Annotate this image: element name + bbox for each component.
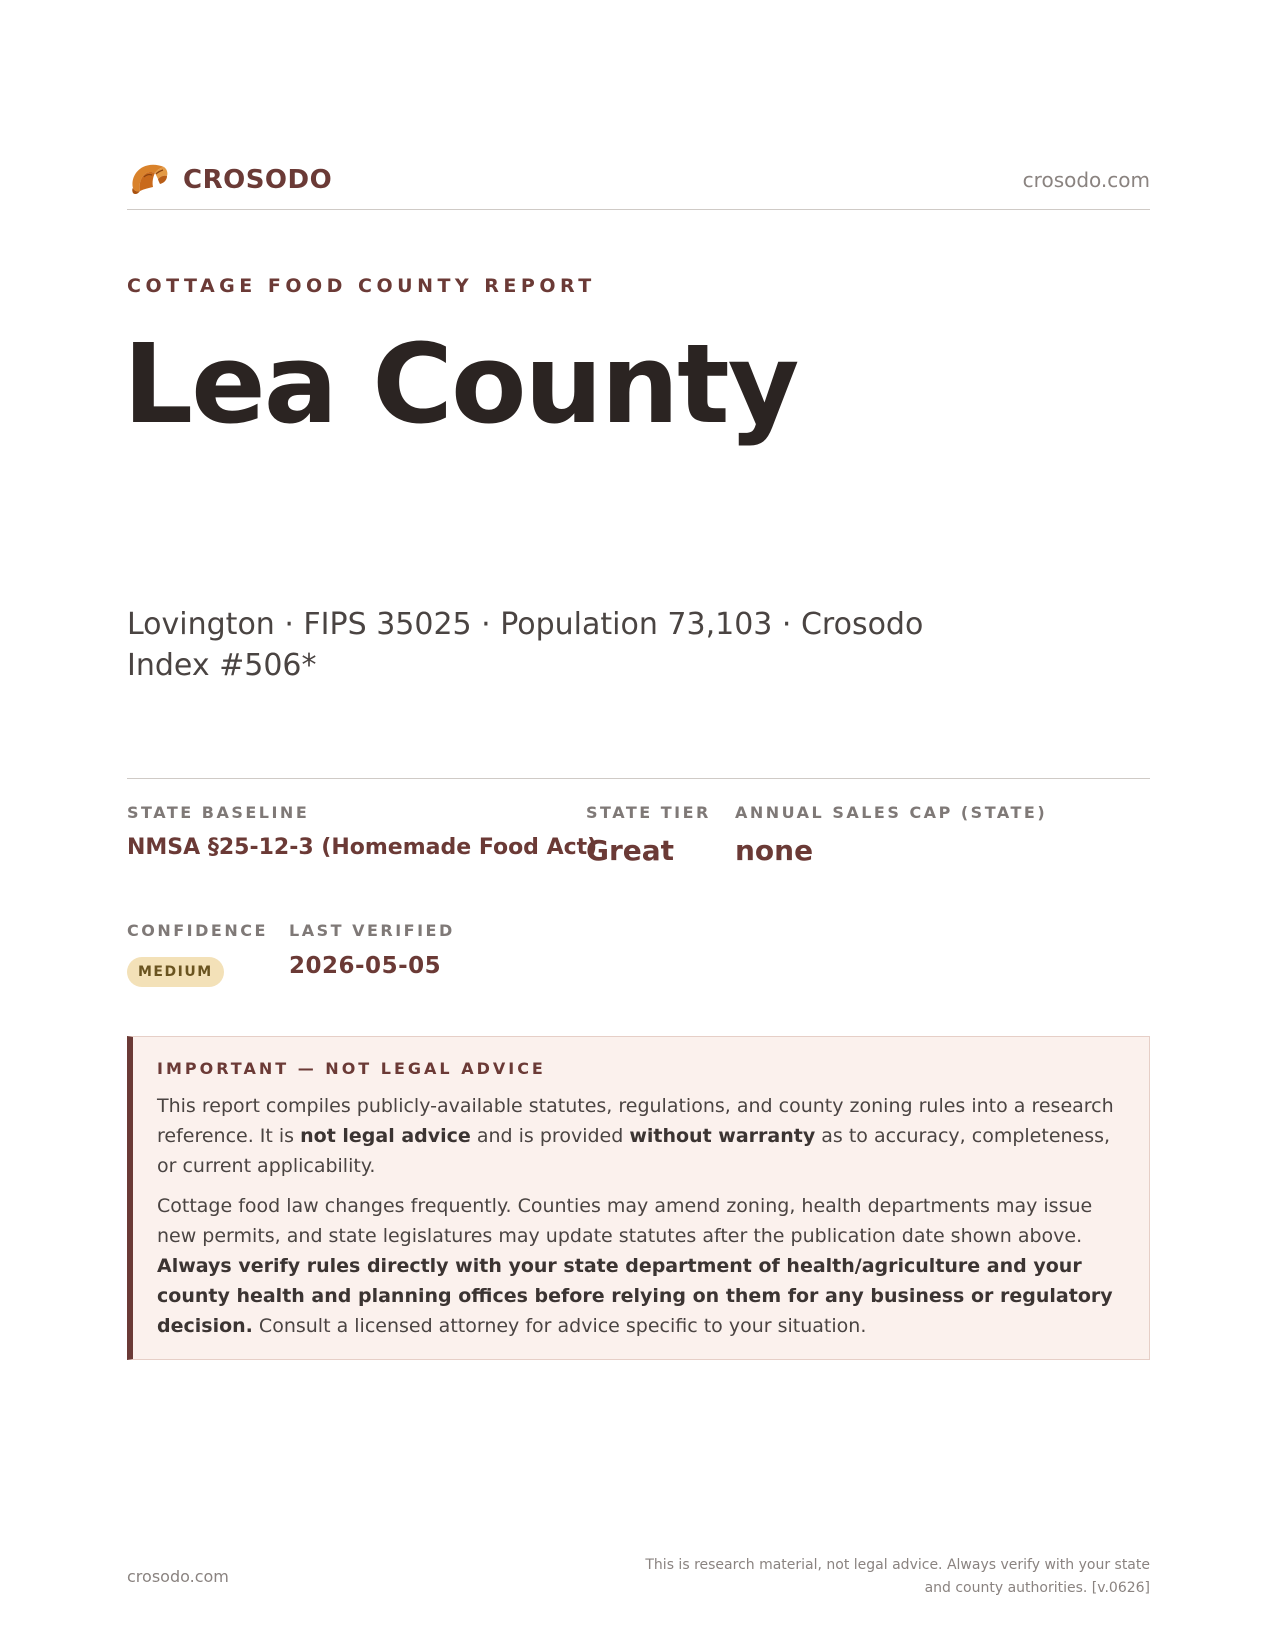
site-url-link[interactable]: crosodo.com xyxy=(1022,168,1150,192)
section-divider xyxy=(127,778,1150,779)
report-subtitle: Lovington · FIPS 35025 · Population 73,103 · Crosodo Index #506* xyxy=(127,607,924,683)
disclaimer-text: and is provided xyxy=(470,1125,630,1147)
disclaimer-text: Consult a licensed attorney for advice specific to your situation. xyxy=(252,1315,867,1337)
confidence-field xyxy=(127,921,268,987)
last-verified-label: LAST VERIFIED xyxy=(289,921,455,940)
disclaimer-heading: IMPORTANT — NOT LEGAL ADVICE xyxy=(157,1059,546,1078)
disclaimer-emphasis: Always verify rules directly with your state department of health/agriculture and your county health and planning offices before relying on them for any business or regulatory decision. xyxy=(157,1255,1113,1337)
report-eyebrow: COTTAGE FOOD COUNTY REPORT xyxy=(127,275,596,297)
brand-name: CROSODO xyxy=(183,165,333,195)
footer-disclaimer: This is research material, not legal advice. Always verify with your state and county authorities. [v.0626] xyxy=(645,1557,1150,1596)
state-baseline-label: STATE BASELINE xyxy=(127,803,310,822)
croissant-icon xyxy=(127,158,171,202)
brand[interactable] xyxy=(127,158,332,202)
state-tier-field xyxy=(586,803,711,869)
disclaimer-paragraph-2 xyxy=(157,1191,1121,1341)
sales-cap-label: ANNUAL SALES CAP (STATE) xyxy=(735,803,1048,822)
sales-cap-field xyxy=(735,803,1047,869)
page-title: Lea County xyxy=(123,320,798,448)
disclaimer-text: Cottage food law changes frequently. Counties may amend zoning, health departments may issue new permits, and state legislatures may update statutes after the publication date shown above. xyxy=(157,1195,1093,1247)
last-verified-value: 2026-05-05 xyxy=(289,953,442,979)
disclaimer-emphasis: not legal advice xyxy=(300,1125,471,1147)
confidence-badge: MEDIUM xyxy=(127,957,224,987)
report-page xyxy=(123,0,1150,1650)
sales-cap-value: none xyxy=(735,834,814,867)
last-verified-field xyxy=(289,921,455,981)
disclaimer-text: This report compiles publicly-available statutes, regulations, and county zoning rules into a research reference. It is xyxy=(157,1095,1114,1147)
disclaimer-paragraph-1 xyxy=(157,1091,1121,1181)
state-tier-value: Great xyxy=(586,834,675,867)
legal-disclaimer-box xyxy=(127,1036,1150,1360)
state-baseline-value: NMSA §25-12-3 (Homemade Food Act) xyxy=(127,835,598,860)
confidence-label: CONFIDENCE xyxy=(127,921,268,940)
page-header xyxy=(127,158,1150,210)
footer-site-url[interactable]: crosodo.com xyxy=(127,1567,229,1586)
state-baseline-field xyxy=(127,803,597,863)
state-tier-label: STATE TIER xyxy=(586,803,711,822)
disclaimer-text: as to accuracy, completeness, or current applicability. xyxy=(157,1125,1111,1177)
disclaimer-emphasis: without warranty xyxy=(629,1125,816,1147)
